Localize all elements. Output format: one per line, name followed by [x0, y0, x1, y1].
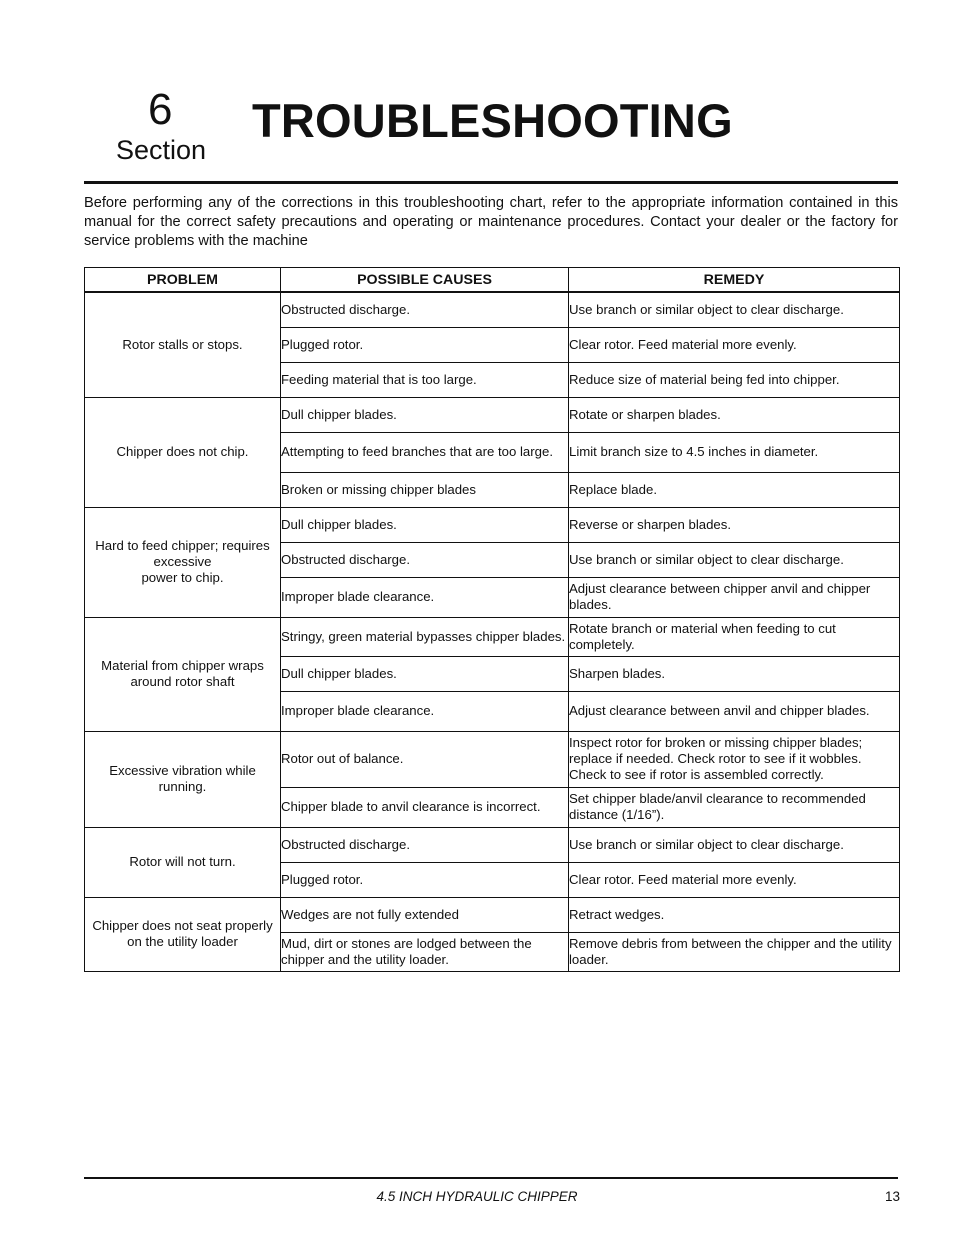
table-row [85, 617, 900, 656]
table-row [85, 292, 900, 327]
problem-cell: Chipper does not chip. [85, 397, 281, 507]
cause-cell: Attempting to feed branches that are too large. [281, 432, 569, 472]
cause-cell: Plugged rotor. [281, 862, 569, 897]
problem-cell: Excessive vibration while running. [85, 731, 281, 827]
cause-cell: Rotor out of balance. [281, 731, 569, 787]
remedy-cell: Reduce size of material being fed into chipper. [569, 362, 900, 397]
cause-cell: Plugged rotor. [281, 327, 569, 362]
remedy-cell: Rotate or sharpen blades. [569, 397, 900, 432]
cause-cell: Wedges are not fully extended [281, 897, 569, 932]
section-label: Section [116, 135, 207, 165]
cause-cell: Dull chipper blades. [281, 656, 569, 691]
remedy-cell: Reverse or sharpen blades. [569, 507, 900, 542]
page-title: TROUBLESHOOTING [252, 94, 733, 147]
remedy-cell: Remove debris from between the chipper and the utility loader. [569, 932, 900, 971]
cause-cell: Dull chipper blades. [281, 507, 569, 542]
intro-paragraph: Before performing any of the corrections in this troubleshooting chart, refer to the appropriate information contained in this manual for the correct safety precautions and operating or maintenance procedures. Contact your dealer or the factory for service problems with the machine [84, 195, 898, 249]
table-row [85, 507, 900, 542]
problem-cell: Chipper does not seat properly on the utility loader [85, 897, 281, 971]
cause-cell: Obstructed discharge. [281, 827, 569, 862]
footer-rule [84, 1177, 898, 1179]
problem-cell: Material from chipper wraps around rotor shaft [85, 617, 281, 731]
remedy-cell: Adjust clearance between anvil and chipper blades. [569, 691, 900, 731]
remedy-cell: Use branch or similar object to clear discharge. [569, 827, 900, 862]
cause-cell: Broken or missing chipper blades [281, 472, 569, 507]
remedy-cell: Replace blade. [569, 472, 900, 507]
cause-cell: Dull chipper blades. [281, 397, 569, 432]
section-number: 6 [148, 85, 173, 134]
column-header-causes: POSSIBLE CAUSES [281, 268, 569, 293]
cause-cell: Chipper blade to anvil clearance is incorrect. [281, 787, 569, 827]
remedy-cell: Inspect rotor for broken or missing chipper blades; replace if needed. Check rotor to see if it wobbles. Check to see if rotor is assembled correctly. [569, 731, 900, 787]
remedy-cell: Adjust clearance between chipper anvil and chipper blades. [569, 577, 900, 617]
page-number: 13 [884, 1189, 900, 1204]
cause-cell: Feeding material that is too large. [281, 362, 569, 397]
remedy-cell: Retract wedges. [569, 897, 900, 932]
remedy-cell: Rotate branch or material when feeding to cut completely. [569, 617, 900, 656]
table-row [85, 397, 900, 432]
column-header-problem: PROBLEM [85, 268, 281, 293]
remedy-cell: Use branch or similar object to clear discharge. [569, 292, 900, 327]
remedy-cell: Sharpen blades. [569, 656, 900, 691]
table-row [85, 827, 900, 862]
remedy-cell: Clear rotor. Feed material more evenly. [569, 327, 900, 362]
cause-cell: Improper blade clearance. [281, 577, 569, 617]
remedy-cell: Clear rotor. Feed material more evenly. [569, 862, 900, 897]
cause-cell: Mud, dirt or stones are lodged between the chipper and the utility loader. [281, 932, 569, 971]
cause-cell: Improper blade clearance. [281, 691, 569, 731]
table-row [85, 897, 900, 932]
remedy-cell: Limit branch size to 4.5 inches in diameter. [569, 432, 900, 472]
cause-cell: Stringy, green material bypasses chipper blades. [281, 617, 569, 656]
header-rule [84, 181, 898, 184]
footer-document-title: 4.5 INCH HYDRAULIC CHIPPER [376, 1189, 578, 1204]
cause-cell: Obstructed discharge. [281, 292, 569, 327]
problem-cell: Hard to feed chipper; requires excessive power to chip. [85, 507, 281, 617]
table-header-row [85, 268, 900, 293]
column-header-remedy: REMEDY [569, 268, 900, 293]
problem-cell: Rotor stalls or stops. [85, 292, 281, 397]
cause-cell: Obstructed discharge. [281, 542, 569, 577]
remedy-cell: Set chipper blade/anvil clearance to recommended distance (1/16”). [569, 787, 900, 827]
remedy-cell: Use branch or similar object to clear discharge. [569, 542, 900, 577]
troubleshooting-table [84, 267, 900, 972]
table-row [85, 731, 900, 787]
problem-cell: Rotor will not turn. [85, 827, 281, 897]
